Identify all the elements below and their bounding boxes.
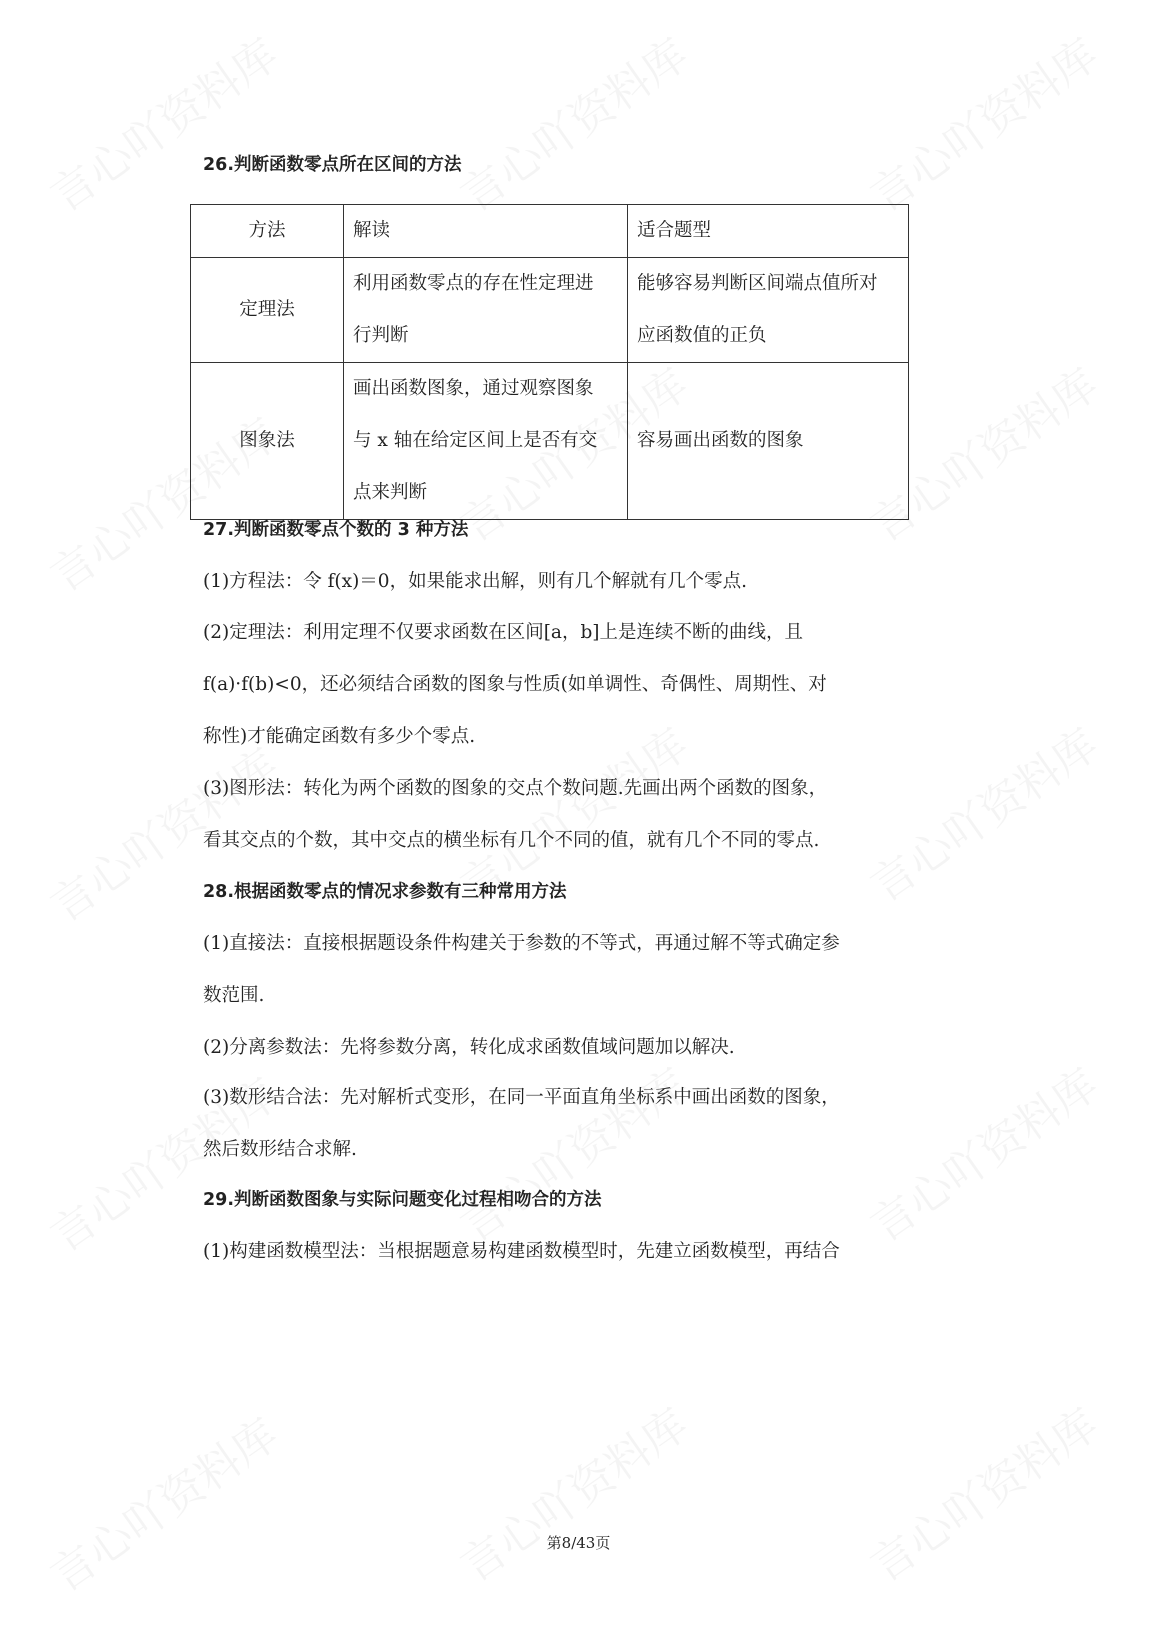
header-suitable: 适合题型 xyxy=(628,205,909,258)
text-line: f(a)·f(b)<0，还必须结合函数的图象与性质(如单调性、奇偶性、周期性、对 xyxy=(203,674,827,695)
watermark-text xyxy=(446,1050,699,1254)
cell-line: 利用函数零点的存在性定理进 xyxy=(353,273,594,294)
table-row xyxy=(191,258,909,363)
watermark-text xyxy=(856,710,1109,914)
cell-line: 画出函数图象，通过观察图象 xyxy=(353,378,594,399)
reading-cell xyxy=(344,258,628,363)
watermark-text xyxy=(36,1400,289,1604)
watermark-text xyxy=(446,20,699,224)
section-26-heading: 26.判断函数零点所在区间的方法 xyxy=(203,155,462,175)
text-line: 称性)才能确定函数有多少个零点. xyxy=(203,726,476,747)
suitable-cell: 容易画出函数的图象 xyxy=(628,363,909,520)
watermark-text xyxy=(856,1390,1109,1594)
watermark-text xyxy=(856,1050,1109,1254)
text-line: (1)方程法：令 f(x)＝0，如果能求出解，则有几个解就有几个零点. xyxy=(203,571,747,592)
table-header-row xyxy=(191,205,909,258)
suitable-cell xyxy=(628,258,909,363)
header-method: 方法 xyxy=(191,205,344,258)
text-line: (2)分离参数法：先将参数分离，转化成求函数值域问题加以解决. xyxy=(203,1037,735,1058)
cell-line: 点来判断 xyxy=(353,482,428,503)
watermark-text xyxy=(446,1390,699,1594)
zero-interval-methods-table xyxy=(190,204,909,520)
text-line: (3)图形法：转化为两个函数的图象的交点个数问题.先画出两个函数的图象， xyxy=(203,778,828,799)
text-line: 数范围. xyxy=(203,985,265,1006)
watermark-text xyxy=(36,20,289,224)
cell-line: 应函数值的正负 xyxy=(637,325,767,346)
reading-cell xyxy=(344,363,628,520)
section-29-heading: 29.判断函数图象与实际问题变化过程相吻合的方法 xyxy=(203,1190,602,1210)
page-number: 第8/43页 xyxy=(546,1534,611,1552)
text-line: (3)数形结合法：先对解析式变形，在同一平面直角坐标系中画出函数的图象， xyxy=(203,1087,840,1108)
text-line: 然后数形结合求解. xyxy=(203,1139,357,1160)
method-cell: 定理法 xyxy=(191,258,344,363)
text-line: 看其交点的个数，其中交点的横坐标有几个不同的值，就有几个不同的零点. xyxy=(203,830,820,851)
cell-line: 能够容易判断区间端点值所对 xyxy=(637,273,878,294)
section-28-heading: 28.根据函数零点的情况求参数有三种常用方法 xyxy=(203,882,567,902)
header-reading: 解读 xyxy=(344,205,628,258)
watermark-text xyxy=(856,20,1109,224)
section-27-heading: 27.判断函数零点个数的 3 种方法 xyxy=(203,520,469,540)
text-line: (2)定理法：利用定理不仅要求函数在区间[a，b]上是连续不断的曲线，且 xyxy=(203,622,804,643)
text-line: (1)直接法：直接根据题设条件构建关于参数的不等式，再通过解不等式确定参 xyxy=(203,933,840,954)
cell-line: 与 x 轴在给定区间上是否有交 xyxy=(353,430,598,451)
text-line: (1)构建函数模型法：当根据题意易构建函数模型时，先建立函数模型，再结合 xyxy=(203,1241,840,1262)
table-row xyxy=(191,363,909,520)
method-cell: 图象法 xyxy=(191,363,344,520)
cell-line: 行判断 xyxy=(353,325,409,346)
